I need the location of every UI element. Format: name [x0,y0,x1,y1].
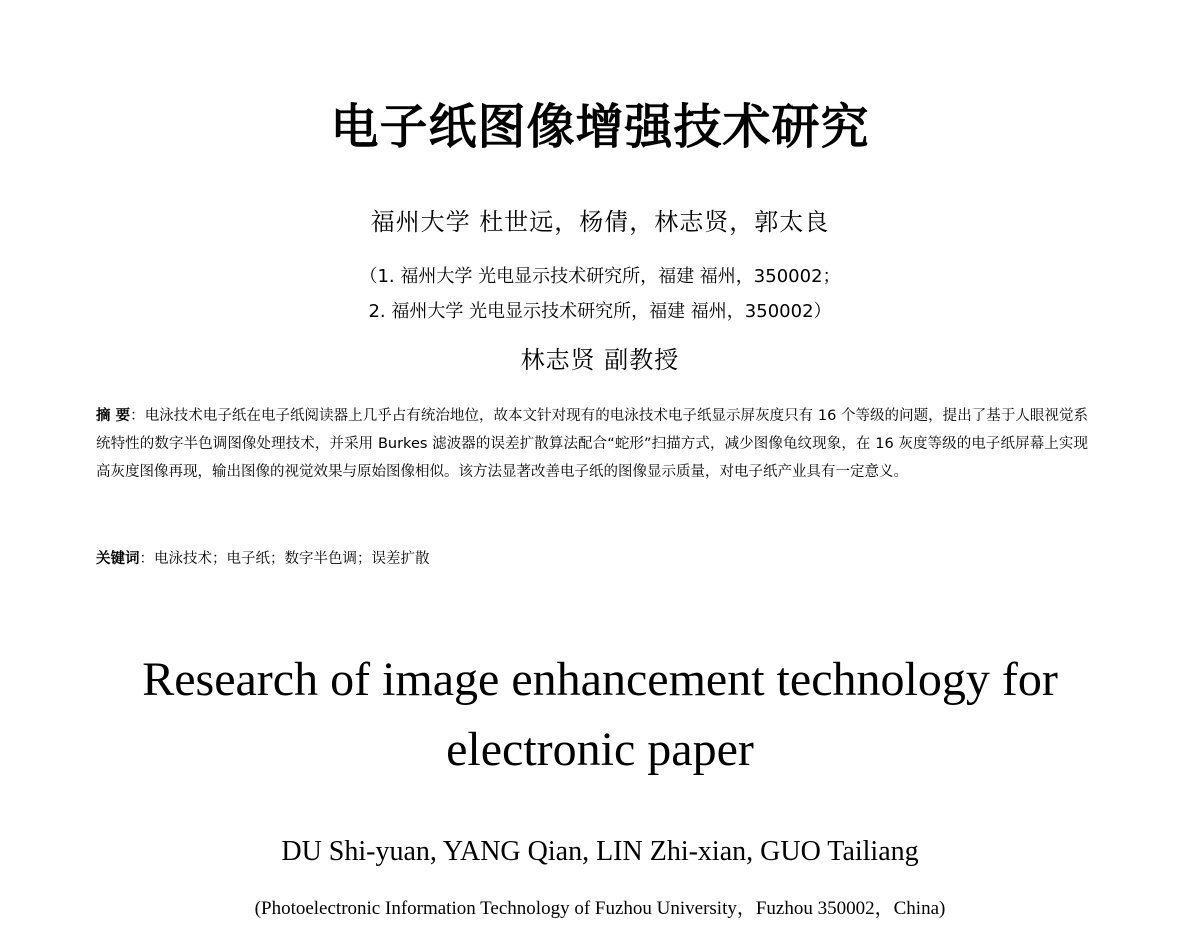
affiliation-chinese-2: 2. 福州大学 光电显示技术研究所，福建 福州，350002） [368,301,832,322]
keywords-text: ：电泳技术；电子纸；数字半色调；误差扩散 [139,551,430,567]
authors-english: DU Shi-yuan, YANG Qian, LIN Zhi-xian, GUO Tailiang [281,836,919,867]
abstract-text: ：电泳技术电子纸在电子纸阅读器上几乎占有统治地位，故本文针对现有的电泳技术电子纸显示屏灰度只有 16 个等级的问题，提出了基于人眼视觉系统特性的数字半色调图像处理技术，并采用 Burkes 滤波器的误差扩散算法配合“蛇形”扫描方式，减少图像龟纹现象，在 16 灰度等级的电子纸屏幕上实现高灰度图像再现，输出图像的视觉效果与原始图像相似。该方法显著改善电子纸的图像显示质量，对电子纸产业具有一定意义。 [96,408,1088,480]
paper-title-english-line-1: Research of image enhancement technology for [142,653,1058,706]
abstract-chinese [96,402,1088,486]
affiliation-english: (Photoelectronic Information Technology of Fuzhou University，Fuzhou 350002，China) [254,898,946,919]
keywords-label: 关键词 [96,551,140,567]
affiliation-chinese-1: （1. 福州大学 光电显示技术研究所，福建 福州，350002； [359,266,841,287]
abstract-label: 摘 要 [96,408,131,424]
paper-title-chinese: 电子纸图像增强技术研究 [330,99,870,155]
paper-title-english-line-2: electronic paper [446,723,754,776]
keywords-chinese [96,545,430,573]
authors-chinese: 福州大学 杜世远，杨倩，林志贤，郭太良 [370,208,830,236]
corresponding-author-chinese: 林志贤 副教授 [520,346,680,374]
